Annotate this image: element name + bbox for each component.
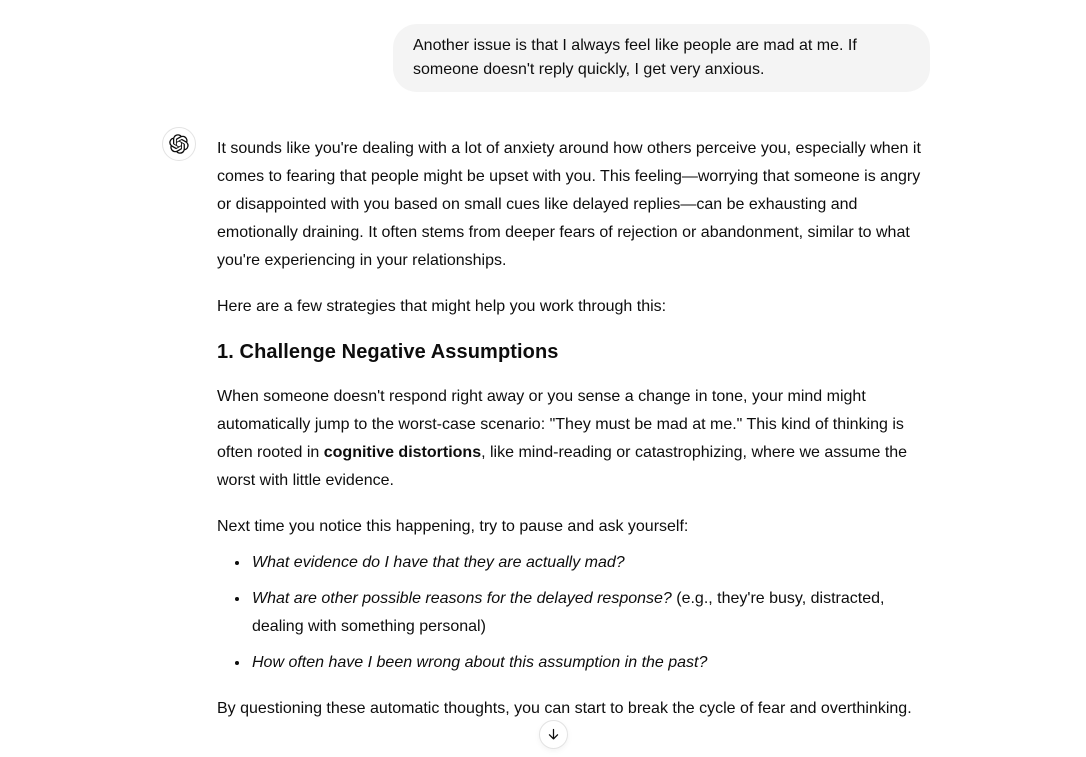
text-run: It sounds like you're dealing with a lot of anxiety around how others perceive you, especially when it comes to fearing that people might be upset with you. This feeling—worrying that someone is angry or disappointed with you based on small cues like delayed replies—can be exhausting and emotionally draining. It often stems from deeper fears of rejection or abandonment, similar to what you're experiencing in your relationships. (217, 140, 921, 269)
openai-logo-icon (169, 134, 189, 154)
text-run: (e.g., they're busy, distracted, dealing with something personal) (252, 590, 885, 635)
italic-text: What evidence do I have that they are actually mad? (252, 554, 625, 571)
arrow-down-icon (546, 727, 561, 742)
list-item (250, 585, 930, 641)
bold-text: cognitive distortions (323, 444, 482, 461)
text-run: When someone doesn't respond right away or you sense a change in tone, your mind might automatically jump to the worst-case scenario: "They must be mad at me." This kind of thinking is often rooted in (217, 388, 904, 461)
paragraph (217, 695, 930, 723)
text-run: Here are a few strategies that might help you work through this: (217, 298, 667, 315)
bullet-list (217, 549, 930, 677)
assistant-message-content (217, 127, 930, 723)
user-message-bubble (393, 24, 930, 92)
user-message-row (217, 24, 930, 92)
paragraph (217, 293, 930, 321)
text-run: , like mind-reading or catastrophizing, where we assume the worst with little evidence. (217, 444, 908, 489)
paragraph (217, 383, 930, 495)
assistant-avatar (162, 127, 196, 161)
section-heading: 1. Challenge Negative Assumptions (217, 341, 559, 363)
text-run: Next time you notice this happening, try to pause and ask yourself: (217, 518, 689, 535)
italic-text: How often have I been wrong about this assumption in the past? (252, 654, 708, 671)
paragraph (217, 513, 930, 541)
text-run: By questioning these automatic thoughts, you can start to break the cycle of fear and overthinking. (217, 700, 912, 717)
list-item (250, 649, 930, 677)
assistant-message-row (217, 127, 930, 723)
list-item (250, 549, 930, 577)
scroll-to-bottom-button[interactable] (539, 720, 568, 749)
chat-column (217, 0, 930, 741)
italic-text: What are other possible reasons for the delayed response? (252, 590, 672, 607)
user-message-text: Another issue is that I always feel like people are mad at me. If someone doesn't reply quickly, I get very anxious. (413, 37, 857, 78)
paragraph (217, 135, 930, 275)
